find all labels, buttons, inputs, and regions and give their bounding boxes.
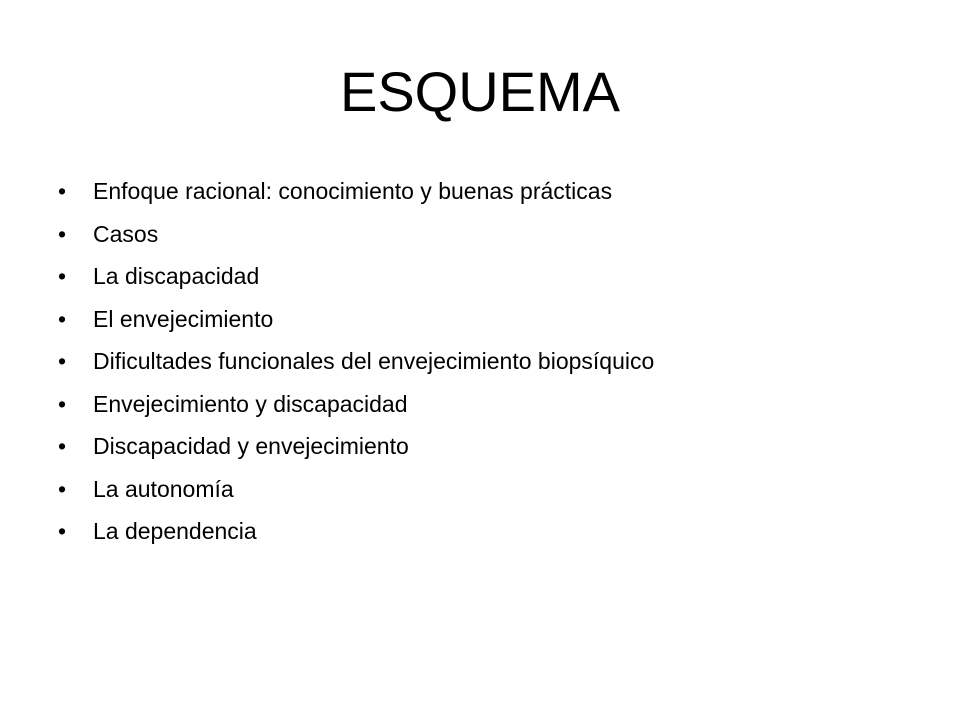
bullet-item — [58, 170, 918, 213]
bullet-item — [58, 510, 918, 553]
bullet-text: La dependencia — [93, 518, 257, 544]
bullet-icon: • — [58, 348, 67, 374]
bullet-icon: • — [58, 263, 67, 289]
bullet-icon: • — [58, 475, 67, 502]
bullet-item — [58, 383, 918, 426]
bullet-text: La discapacidad — [93, 263, 260, 289]
bullet-icon: • — [58, 390, 67, 417]
bullet-text: La autonomía — [93, 475, 234, 502]
bullet-text: Enfoque racional: conocimiento y buenas prácticas — [93, 178, 613, 204]
bullet-item — [58, 213, 918, 256]
bullet-item — [58, 255, 918, 298]
bullet-text: Discapacidad y envejecimiento — [93, 433, 409, 459]
bullet-list — [58, 170, 918, 553]
bullet-icon: • — [58, 433, 67, 459]
bullet-text: Casos — [93, 220, 159, 247]
bullet-text: Dificultades funcionales del envejecimiento biopsíquico — [93, 348, 655, 374]
bullet-text: El envejecimiento — [93, 305, 274, 332]
bullet-icon: • — [58, 305, 67, 332]
bullet-text: Envejecimiento y discapacidad — [93, 390, 408, 417]
bullet-item — [58, 340, 918, 383]
bullet-icon: • — [58, 518, 67, 544]
bullet-item — [58, 425, 918, 468]
bullet-icon: • — [58, 178, 67, 204]
bullet-item — [58, 298, 918, 341]
bullet-icon: • — [58, 220, 67, 247]
bullet-item — [58, 468, 918, 511]
slide-title: ESQUEMA — [339, 60, 621, 123]
